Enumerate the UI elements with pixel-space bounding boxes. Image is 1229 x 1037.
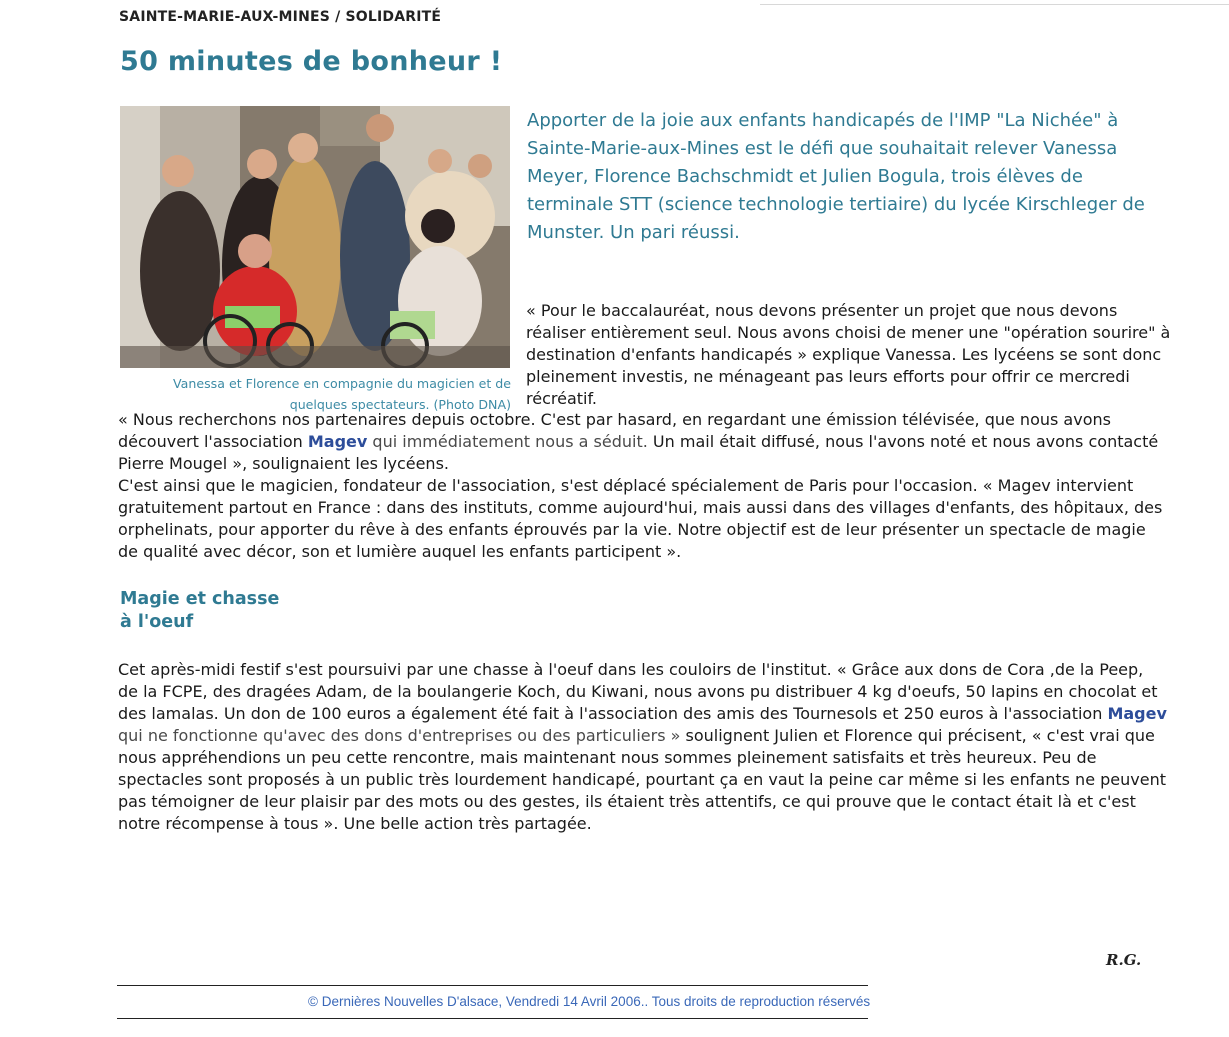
paragraph-1: « Pour le baccalauréat, nous devons présenter un projet que nous devons réaliser entièrement seul. Nous avons choisi de mener une "opération sourire" à destination d'enfants handicapés » explique Vanessa. Les lycéens se sont donc pleinement investis, ne ménageant pas leurs efforts pour offrir ce mercredi récréatif. <box>526 301 1171 408</box>
section-rubric: SAINTE-MARIE-AUX-MINES / SOLIDARITÉ <box>119 9 442 25</box>
paragraph-3 <box>118 659 1168 835</box>
paragraph-2-text-end: C'est ainsi que le magicien, fondateur de l'association, s'est déplacé spécialement de Paris pour l'occasion. « Magev intervient gratuitement partout en France : dans des instituts, comme aujourd'hui, mais aussi dans des villages d'enfants, des hôpitaux, des orphelinats, pour apporter du rêve à des enfants éprouvés par la vie. Notre objectif est de leur présenter un spectacle de magie de qualité avec décor, son et lumière auquel les enfants participent ». <box>118 476 1163 561</box>
scan-edge-line <box>760 4 1229 5</box>
paragraph-3-highlight: qui ne fonctionne qu'avec des dons d'entreprises ou des particuliers » <box>118 726 681 745</box>
paragraph-2 <box>118 409 1168 563</box>
paragraph-2-highlight: qui immédiatement nous a séduit. <box>367 432 648 451</box>
subheading <box>120 588 279 634</box>
photo-illustration <box>120 106 510 368</box>
paragraph-2-text-continued: Un mail était diffusé, nous l'avons noté et nous avons contacté Pierre Mougel », soulignaient les lycéens. <box>118 432 1159 473</box>
magev-link[interactable]: Magev <box>307 432 368 451</box>
magev-link[interactable]: Magev <box>1107 704 1167 723</box>
footer-rule-top <box>117 985 868 986</box>
paragraph-3-text-continued: soulignent Julien et Florence qui précisent, « c'est vrai que nous appréhendions un peu cette rencontre, mais maintenant nous sommes pleinement satisfaits et très heureux. Peu de spectacles sont proposés à un public très lourdement handicapé, pourtant ça en vaut la peine car même si les enfants ne peuvent pas témoigner de leur plaisir par des mots ou des gestes, ils étaient très attentifs, ce qui prouve que le contact était là et c'est notre récompense à tous ». Une belle action très partagée. <box>118 726 1166 833</box>
paragraph-3-text: Cet après-midi festif s'est poursuivi par une chasse à l'oeuf dans les couloirs de l'institut. « Grâce aux dons de Cora ,de la Peep, de la FCPE, des dragées Adam, de la boulangerie Koch, du Kiwani, nous avons pu distribuer 4 kg d'oeufs, 50 lapins en chocolat et des lamalas. Un don de 100 euros a également été fait à l'association des amis des Tournesols et 250 euros à l'association <box>118 660 1158 723</box>
article-headline: 50 minutes de bonheur ! <box>120 46 503 77</box>
article-photo <box>120 106 510 368</box>
subheading-line-2: à l'oeuf <box>120 612 194 632</box>
author-signature: R.G. <box>1106 951 1142 969</box>
footer-rule-bottom <box>117 1018 868 1019</box>
subheading-line-1: Magie et chasse <box>120 589 280 609</box>
photo-caption: Vanessa et Florence en compagnie du magicien et de quelques spectateurs. (Photo DNA) <box>173 376 511 412</box>
footer-copyright: © Dernières Nouvelles D'alsace, Vendredi 14 Avril 2006.. Tous droits de reproduction réservés <box>308 994 871 1009</box>
article-lead: Apporter de la joie aux enfants handicapés de l'IMP "La Nichée" à Sainte-Marie-aux-Mines est le défi que souhaitait relever Vanessa Meyer, Florence Bachschmidt et Julien Bogula, trois élèves de terminale STT (science technologie tertiaire) du lycée Kirschleger de Munster. Un pari réussi. <box>527 110 1145 243</box>
paragraph-2-text: « Nous recherchons nos partenaires depuis octobre. C'est par hasard, en regardant une émission télévisée, que nous avons découvert l'association <box>118 410 1111 451</box>
